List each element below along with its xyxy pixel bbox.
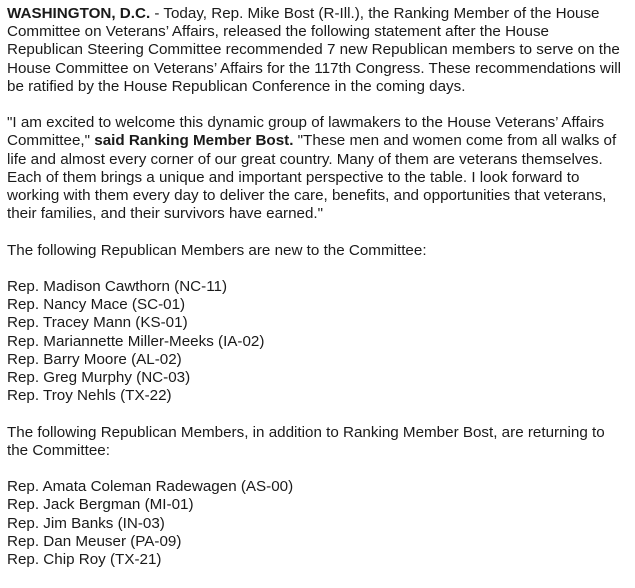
returning-member-item: Rep. Chip Roy (TX-21)	[7, 551, 162, 569]
quote-part-1: "I am excited to welcome this dynamic group of lawmakers to the House Veterans’ Affairs Committee,"	[7, 114, 605, 150]
intro-paragraph	[7, 5, 629, 96]
intro-body: - Today, Rep. Mike Bost (R-Ill.), the Ranking Member of the House Committee on Veterans’ Affairs, released the following statement after the House Republican Steering Committee recommended 7 new Republican members to serve on the House Committee on Veterans’ Affairs for the 117th Congress. These recommendations will be ratified by the House Republican Conference in the coming days.	[7, 5, 621, 95]
quote-speaker: said Ranking Member Bost.	[94, 132, 294, 150]
returning-member-item: Rep. Jack Bergman (MI-01)	[7, 496, 194, 514]
quote-part-2: "These men and women come from all walks of life and almost every corner of our great country. Many of them are veterans themselves. Each of them brings a unique and important perspective to the table. I look forward to working with them every day to deliver the care, benefits, and opportunities that veterans, their families, and their survivors have earned."	[7, 132, 617, 223]
new-member-item: Rep. Troy Nehls (TX-22)	[7, 387, 172, 405]
new-member-item: Rep. Nancy Mace (SC-01)	[7, 296, 186, 314]
new-members-list	[7, 278, 629, 405]
returning-members-heading: The following Republican Members, in addition to Ranking Member Bost, are returning to the Committee:	[7, 423, 605, 459]
new-member-item: Rep. Barry Moore (AL-02)	[7, 350, 182, 368]
new-member-item: Rep. Madison Cawthorn (NC-11)	[7, 278, 228, 295]
returning-member-item: Rep. Jim Banks (IN-03)	[7, 514, 165, 532]
returning-member-item: Rep. Amata Coleman Radewagen (AS-00)	[7, 478, 294, 496]
dateline: WASHINGTON, D.C.	[7, 5, 151, 22]
returning-members-list	[7, 478, 629, 569]
new-members-heading: The following Republican Members are new to the Committee:	[7, 241, 427, 259]
quote-paragraph	[7, 114, 629, 223]
press-release	[7, 5, 629, 587]
new-member-item: Rep. Greg Murphy (NC-03)	[7, 369, 191, 387]
new-member-item: Rep. Mariannette Miller-Meeks (IA-02)	[7, 332, 265, 350]
returning-member-item: Rep. Dan Meuser (PA-09)	[7, 532, 182, 550]
new-member-item: Rep. Tracey Mann (KS-01)	[7, 314, 188, 332]
